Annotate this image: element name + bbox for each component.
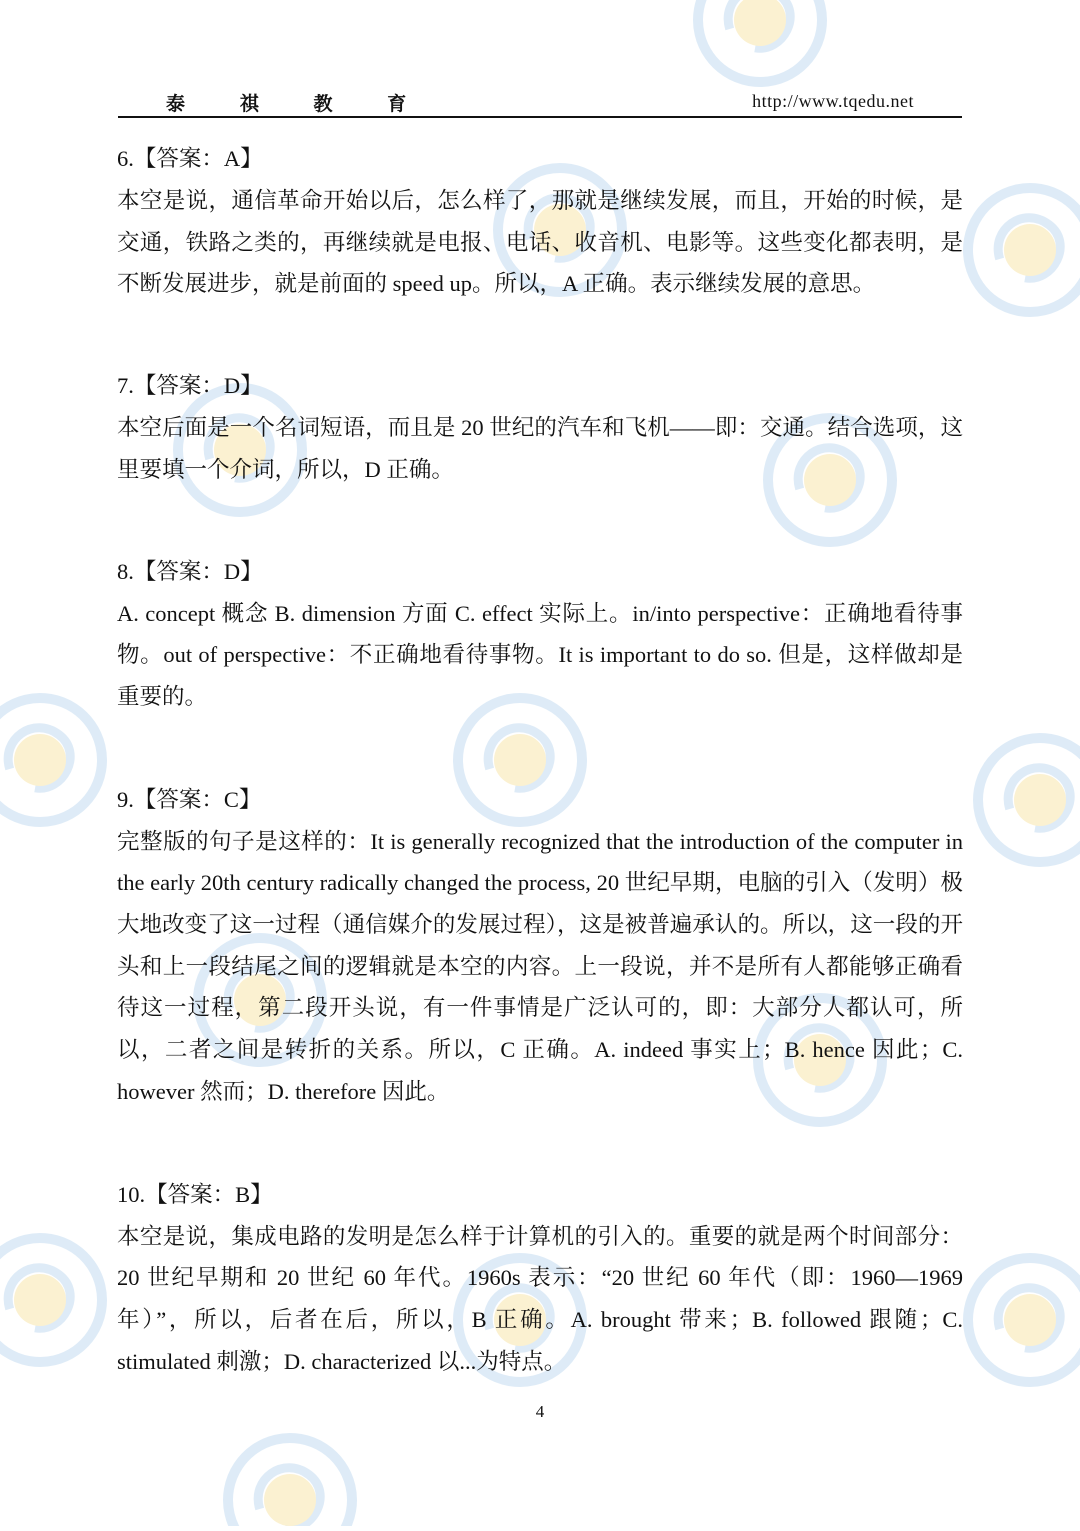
- answer-title: 10.【答案：B】: [117, 1181, 273, 1207]
- answer-explanation: 本空是说，通信革命开始以后，怎么样了，那就是继续发展，而且，开始的时候，是交通，铁路之类的，再继续就是电报、电话、收音机、电影等。这些变化都表明，是不断发展进步，就是前面的 speed up。所以，A 正确。表示继续发展的意思。: [117, 188, 963, 297]
- answer-explanation: A. concept 概念 B. dimension 方面 C. effect 实际上。in/into perspective：正确地看待事物。out of perspective：不正确地看待事物。It is important to do so. 但是，这样做却是重要的。: [117, 600, 963, 709]
- header-url: http://www.tqedu.net: [752, 91, 914, 111]
- answer-section-9: [117, 779, 963, 1113]
- answer-title: 6.【答案：A】: [117, 146, 263, 171]
- answer-section-8: [117, 551, 963, 718]
- header-org-name: 泰 祺 教 育: [166, 94, 432, 115]
- answer-content: [117, 138, 963, 1382]
- answer-explanation: 完整版的句子是这样的：It is generally recognized that the introduction of the computer in the early 20th century radically changed the process, 20 世纪早期，电脑的引入（发明）极大地改变了这一过程（通信媒介的发展过程），这是被普遍承认的。所以，这一段的开头和上一段结尾之间的逻辑就是本空的内容。上一段说，并不是所有人都能够正确看待这一过程，第二段开头说，有一件事情是广泛认可的，即：大部分人都认可，所以，二者之间是转折的关系。所以，C 正确。A. indeed 事实上；B. hence 因此；C. however 然而；D. therefore 因此。: [117, 828, 963, 1104]
- answer-section-10: [117, 1174, 963, 1383]
- answer-title: 7.【答案：D】: [117, 373, 263, 399]
- answer-explanation: 本空后面是一个名词短语，而且是 20 世纪的汽车和飞机——即：交通。结合选项，这里要填一个介词，所以，D 正确。: [117, 415, 963, 482]
- answer-title: 8.【答案：D】: [117, 558, 263, 584]
- page-header: [118, 88, 962, 118]
- answer-section-7: [117, 365, 963, 490]
- answer-section-6: [117, 138, 963, 305]
- answer-title: 9.【答案：C】: [117, 786, 262, 812]
- page-number: 4: [535, 1402, 545, 1421]
- answer-explanation: 本空是说，集成电路的发明是怎么样于计算机的引入的。重要的就是两个时间部分：20 世纪早期和 20 世纪 60 年代。1960s 表示：“20 世纪 60 年代（即：1960—1969 年）”，所以，后者在后，所以，B 正确。A. brought 带来；B. followed 跟随；C. stimulated 刺激；D. characterized 以...为特点。: [117, 1223, 963, 1374]
